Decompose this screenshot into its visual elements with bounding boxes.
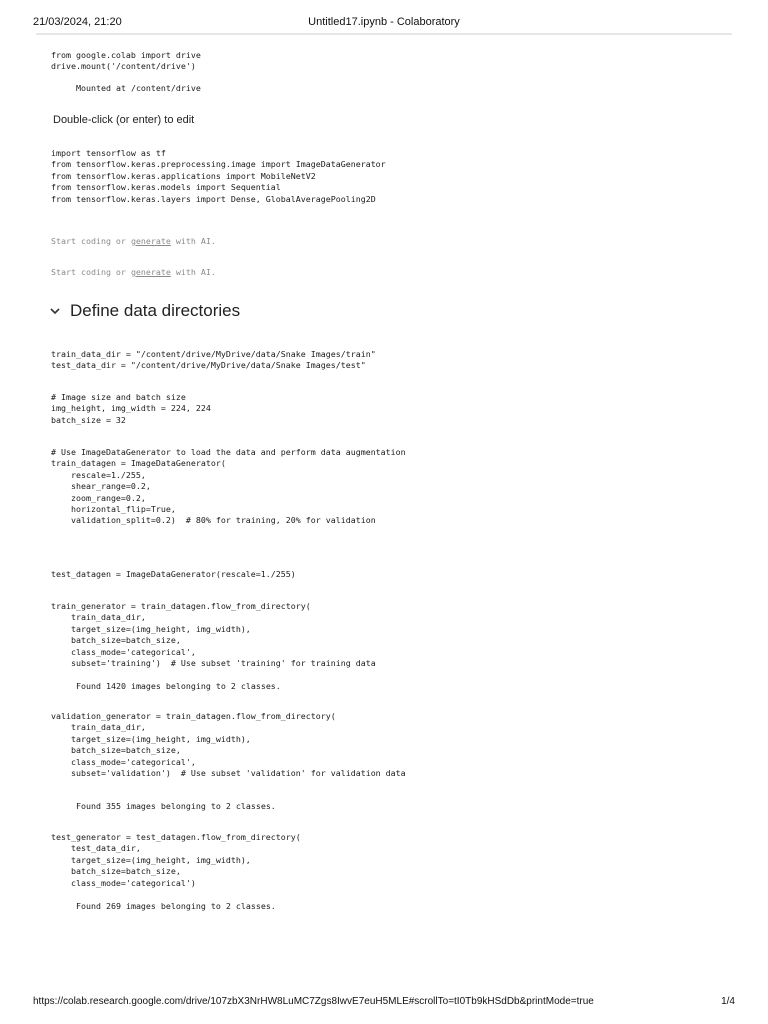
- chevron-down-icon[interactable]: [48, 304, 62, 318]
- generate-link[interactable]: generate: [130, 267, 171, 277]
- text-cell-edit-hint[interactable]: Double-click (or enter) to edit: [53, 114, 195, 126]
- page-title: Untitled17.ipynb - Colaboratory: [308, 16, 460, 28]
- generate-link[interactable]: generate: [130, 236, 171, 246]
- header-divider: [36, 33, 732, 35]
- section-title: Define data directories: [70, 301, 241, 320]
- empty-code-cell[interactable]: [51, 236, 216, 247]
- code-cell-data-dirs[interactable]: train_data_dir = "/content/drive/MyDrive/data/Snake Images/train" test_data_dir = "/content/drive/MyDrive/data/Snake Images/test": [51, 349, 376, 371]
- empty-cell-suffix: with AI.: [170, 267, 216, 277]
- code-cell-imports[interactable]: import tensorflow as tf from tensorflow.keras.preprocessing.image import ImageDataGenerator from tensorflow.keras.applications import MobileNetV2 from tensorflow.keras.models import Sequential from tensorflow.keras.layers import Dense, GlobalAveragePooling2D: [51, 148, 386, 204]
- code-cell-test-generator[interactable]: test_generator = test_datagen.flow_from_directory( test_data_dir, target_size=(img_height, img_width), batch_size=batch_size, class_mode='categorical'): [51, 832, 301, 888]
- page-url: https://colab.research.google.com/drive/107zbX3NrHW8LuMC7Zgs8IwvE7euH5MLE#scrollTo=tI0Tb9kHSdDb&printMode=true: [33, 996, 594, 1007]
- code-cell-image-size[interactable]: # Image size and batch size img_height, img_width = 224, 224 batch_size = 32: [51, 392, 211, 425]
- code-cell-train-generator[interactable]: train_generator = train_datagen.flow_from_directory( train_data_dir, target_size=(img_height, img_width), batch_size=batch_size, class_mode='categorical', subset='training') # Use subset 'training' for training data: [51, 601, 376, 669]
- code-cell-train-datagen[interactable]: # Use ImageDataGenerator to load the data and perform data augmentation train_datagen = ImageDataGenerator( rescale=1./255, shear_range=0.2, zoom_range=0.2, horizontal_flip=True, validation_split=0.2) # 80% for training, 20% for validation: [51, 447, 406, 526]
- code-cell-mount-drive[interactable]: from google.colab import drive drive.mount('/content/drive'): [51, 50, 201, 72]
- empty-code-cell[interactable]: [51, 267, 216, 278]
- output-validation-generator: Found 355 images belonging to 2 classes.: [76, 801, 276, 811]
- print-datetime: 21/03/2024, 21:20: [33, 16, 122, 28]
- empty-cell-prefix: Start coding or: [51, 267, 131, 277]
- output-mount-drive: Mounted at /content/drive: [76, 83, 201, 93]
- section-header: [48, 301, 240, 321]
- code-cell-test-datagen[interactable]: test_datagen = ImageDataGenerator(rescale=1./255): [51, 569, 296, 579]
- output-train-generator: Found 1420 images belonging to 2 classes.: [76, 681, 281, 691]
- code-cell-validation-generator[interactable]: validation_generator = train_datagen.flow_from_directory( train_data_dir, target_size=(img_height, img_width), batch_size=batch_size, class_mode='categorical', subset='validation') # Use subset 'validation' for validation data: [51, 711, 406, 779]
- empty-cell-prefix: Start coding or: [51, 236, 131, 246]
- page-number: 1/4: [721, 996, 735, 1007]
- output-test-generator: Found 269 images belonging to 2 classes.: [76, 901, 276, 911]
- empty-cell-suffix: with AI.: [170, 236, 216, 246]
